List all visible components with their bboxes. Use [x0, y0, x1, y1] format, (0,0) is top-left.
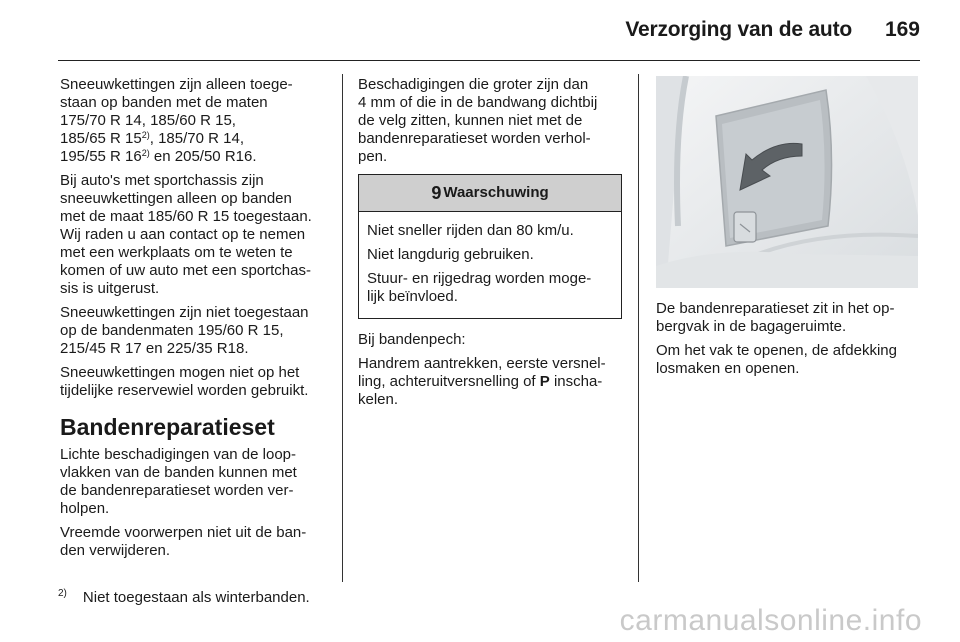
column-left: [60, 76, 332, 566]
text-line: Bij bandenpech:: [358, 331, 466, 348]
luggage-compartment-icon: [656, 76, 918, 288]
text-line: met de maat 185/60 R 15 toegestaan.: [60, 208, 312, 225]
text-run: , 185/70 R 14,: [149, 130, 244, 147]
text-line: Sneeuwkettingen mogen niet op het: [60, 364, 300, 381]
column-divider: [638, 74, 639, 582]
text-line: Lichte beschadigingen van de loop-: [60, 446, 297, 463]
paragraph: [358, 355, 622, 409]
page-number: 169: [884, 18, 920, 41]
footnote-mark: 2): [58, 588, 67, 599]
warning-body: [359, 212, 621, 318]
text-line: 4 mm of die in de bandwang dichtbij: [358, 94, 598, 111]
text-line: Om het vak te openen, de afdekking: [656, 342, 897, 359]
text-line: pen.: [358, 148, 388, 165]
text-run: 185/65 R 15: [60, 130, 142, 147]
text-line: de velg zitten, kunnen niet met de: [358, 112, 583, 129]
warning-title: Waarschuwing: [443, 184, 549, 201]
paragraph: [60, 304, 332, 358]
warning-item: [367, 270, 613, 306]
text-line: Wij raden u aan contact op te nemen: [60, 226, 306, 243]
text-line: komen of uw auto met een sportchas-: [60, 262, 311, 279]
watermark: carmanualsonline.info: [619, 604, 922, 637]
paragraph: [60, 76, 332, 166]
text-line: staan op banden met de maten: [60, 94, 268, 111]
footnote: [58, 588, 310, 606]
text-line: Beschadigingen die groter zijn dan: [358, 76, 589, 93]
paragraph: [60, 524, 332, 560]
text-run: ling, achteruitversnelling of: [358, 373, 540, 390]
text-line: De bandenreparatieset zit in het op-: [656, 300, 895, 317]
footnote-text: Niet toegestaan als winterbanden.: [82, 589, 310, 606]
text-line: tijdelijke reservewiel worden gebruikt.: [60, 382, 309, 399]
column-divider: [342, 74, 343, 582]
text-line: bandenreparatieset worden verhol-: [358, 130, 591, 147]
text-line: [60, 130, 332, 148]
paragraph: [656, 342, 920, 378]
paragraph: [60, 172, 332, 298]
luggage-compartment-illustration: [656, 76, 918, 288]
text-line: den verwijderen.: [60, 542, 171, 559]
text-run: 195/55 R 16: [60, 148, 142, 165]
warning-box: [358, 174, 622, 319]
text-line: Vreemde voorwerpen niet uit de ban-: [60, 524, 307, 541]
section-heading: Bandenreparatieset: [60, 414, 275, 440]
paragraph: [358, 331, 622, 349]
warning-item: [367, 222, 613, 240]
warning-icon: 9: [431, 183, 442, 203]
text-line: lijk beïnvloed.: [367, 288, 458, 305]
text-line: vlakken van de banden kunnen met: [60, 464, 297, 481]
text-line: Sneeuwkettingen zijn niet toegestaan: [60, 304, 309, 321]
paragraph: [60, 364, 332, 400]
text-line: Handrem aantrekken, eerste versnel-: [358, 355, 606, 372]
page-title: Verzorging van de auto: [625, 18, 852, 41]
footnote-ref[interactable]: 2): [141, 130, 150, 140]
text-line: sis is uitgerust.: [60, 280, 160, 297]
column-right: [656, 300, 920, 384]
warning-header: [359, 175, 621, 212]
text-line: holpen.: [60, 500, 110, 517]
paragraph: [60, 446, 332, 518]
text-line: 215/45 R 17 en 225/35 R18.: [60, 340, 249, 357]
header-rule: [58, 60, 920, 61]
text-run: en 205/50 R16.: [149, 148, 257, 165]
text-line: Niet langdurig gebruiken.: [367, 246, 534, 263]
footnote-ref[interactable]: 2): [141, 148, 150, 158]
text-line: bergvak in de bagageruimte.: [656, 318, 847, 335]
text-line: [60, 148, 332, 166]
text-line: [358, 373, 622, 391]
text-line: Stuur- en rijgedrag worden moge-: [367, 270, 592, 287]
paragraph: [358, 76, 622, 166]
text-line: kelen.: [358, 391, 399, 408]
gear-letter: P: [539, 373, 550, 390]
text-line: Niet sneller rijden dan 80 km/u.: [367, 222, 574, 239]
text-line: de bandenreparatieset worden ver-: [60, 482, 294, 499]
warning-item: [367, 246, 613, 264]
column-middle: [358, 76, 622, 415]
text-line: Sneeuwkettingen zijn alleen toege-: [60, 76, 293, 93]
paragraph: [656, 300, 920, 336]
text-line: Bij auto's met sportchassis zijn: [60, 172, 264, 189]
text-line: sneeuwkettingen alleen op banden: [60, 190, 292, 207]
text-line: met een werkplaats om te weten te: [60, 244, 293, 261]
text-run: inscha-: [549, 373, 603, 390]
text-line: 175/70 R 14, 185/60 R 15,: [60, 112, 236, 129]
text-line: losmaken en openen.: [656, 360, 800, 377]
text-line: op de bandenmaten 195/60 R 15,: [60, 322, 284, 339]
